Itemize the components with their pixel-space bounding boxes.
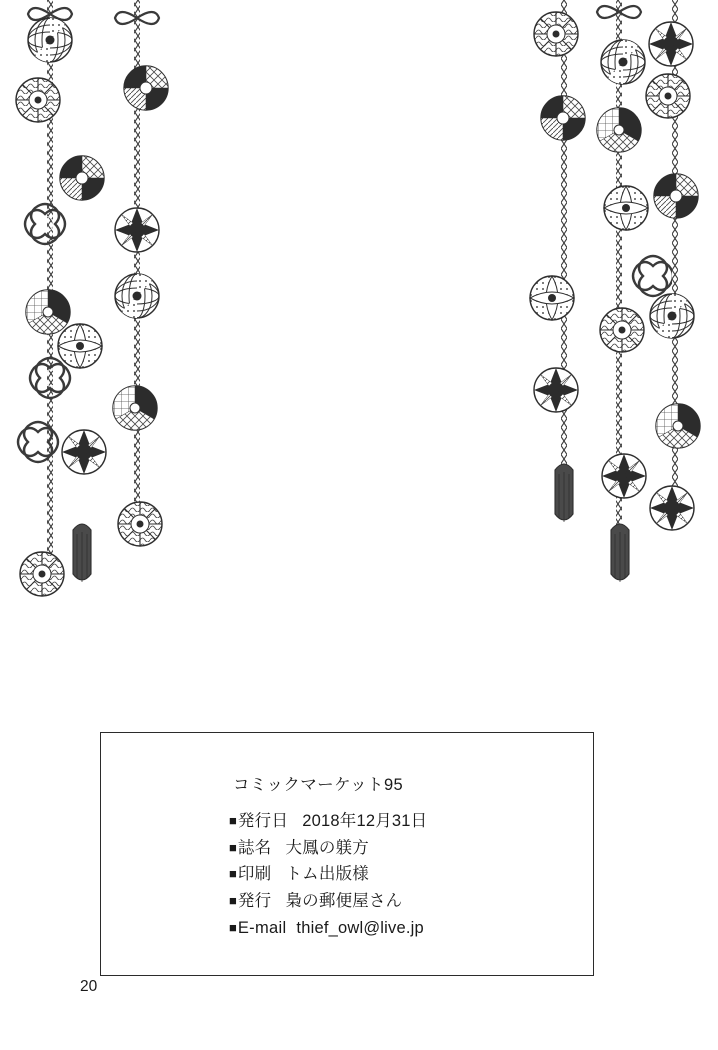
colophon-row-title <box>229 835 593 862</box>
colophon-row-printer <box>229 861 593 888</box>
colophon-label: 発行 <box>237 892 272 911</box>
colophon-label: 印刷 <box>237 865 272 884</box>
colophon-label: 誌名 <box>237 838 272 857</box>
colophon-value: thief_owl@live.jp <box>296 918 424 937</box>
square-bullet-icon: ■ <box>229 839 237 855</box>
colophon-label: E-mail <box>237 918 287 937</box>
colophon-value: 2018年12月31日 <box>302 812 428 830</box>
square-bullet-icon: ■ <box>229 893 237 909</box>
colophon-row-email <box>229 915 593 942</box>
square-bullet-icon: ■ <box>229 813 237 828</box>
colophon-label: 発行日 <box>237 812 289 830</box>
colophon-value: 梟の郵便屋さん <box>285 892 403 911</box>
colophon-row-publish-date <box>229 808 593 835</box>
square-bullet-icon: ■ <box>229 866 237 882</box>
colophon-title: コミックマーケット95 <box>233 776 404 794</box>
colophon-row-publisher <box>229 888 593 915</box>
colophon-box <box>100 732 594 976</box>
page-number: 20 <box>80 978 98 995</box>
square-bullet-icon: ■ <box>229 919 237 935</box>
colophon-value: トム出版様 <box>285 865 369 884</box>
colophon-value: 大鳳の躾方 <box>285 838 369 857</box>
